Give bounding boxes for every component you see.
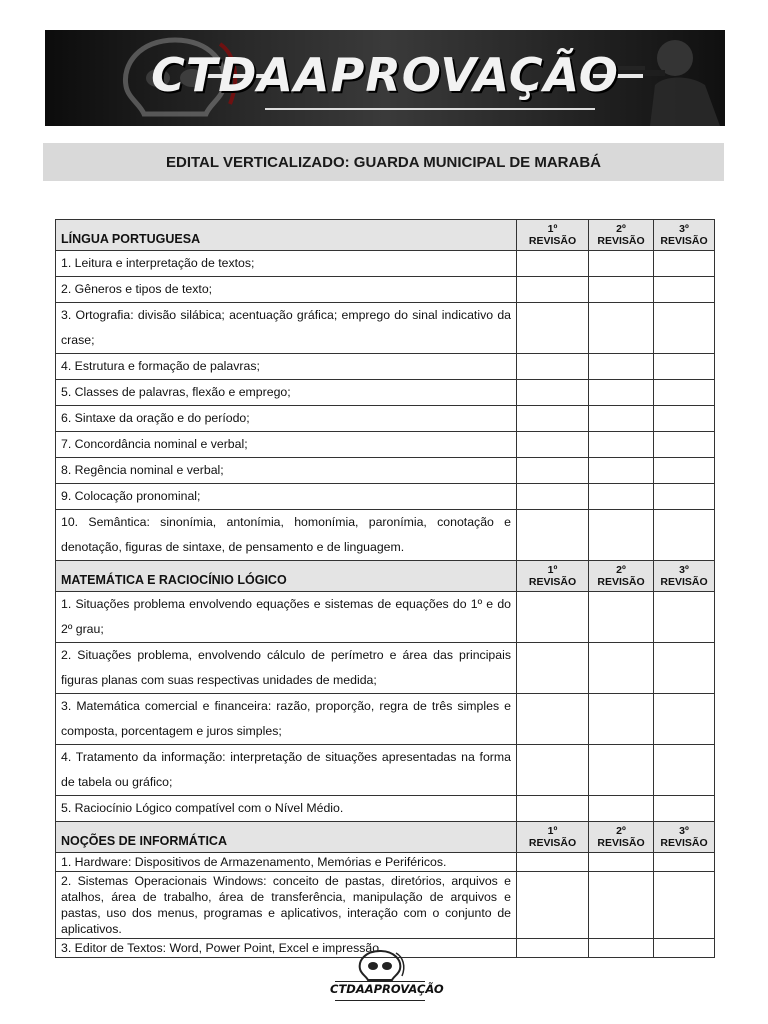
revision-checkbox-3[interactable] (654, 592, 715, 643)
table-row (56, 458, 715, 484)
revision-checkbox-2[interactable] (589, 694, 654, 745)
table-row (56, 853, 715, 872)
revision-checkbox-1[interactable] (517, 251, 589, 277)
section-title: NOÇÕES DE INFORMÁTICA (56, 822, 517, 853)
revision-checkbox-1[interactable] (517, 592, 589, 643)
topic-text: 6. Sintaxe da oração e do período; (56, 406, 517, 432)
revision-checkbox-2[interactable] (589, 592, 654, 643)
revision-checkbox-3[interactable] (654, 872, 715, 939)
footer-line-bottom (335, 1000, 425, 1001)
revision-header-1: 1º REVISÃO (517, 561, 589, 592)
section-header-informatica (56, 822, 715, 853)
table-row (56, 796, 715, 822)
revision-checkbox-3[interactable] (654, 380, 715, 406)
revision-checkbox-3[interactable] (654, 939, 715, 958)
topic-text: 2. Sistemas Operacionais Windows: conceito de pastas, diretórios, arquivos e atalhos, área de trabalho, área de transferência, manipulação de arquivos e pastas, uso dos menus, programas e aplicativos, interação com o conjunto de aplicativos. (56, 872, 517, 939)
section-header-portugues (56, 220, 715, 251)
revision-header-1: 1º REVISÃO (517, 822, 589, 853)
revision-checkbox-2[interactable] (589, 853, 654, 872)
revision-checkbox-2[interactable] (589, 745, 654, 796)
revision-checkbox-2[interactable] (589, 484, 654, 510)
revision-checkbox-1[interactable] (517, 303, 589, 354)
revision-checkbox-2[interactable] (589, 380, 654, 406)
topic-text: 2. Gêneros e tipos de texto; (56, 277, 517, 303)
table-row (56, 406, 715, 432)
revision-checkbox-2[interactable] (589, 510, 654, 561)
topic-text: 4. Estrutura e formação de palavras; (56, 354, 517, 380)
topic-text: 8. Regência nominal e verbal; (56, 458, 517, 484)
revision-checkbox-2[interactable] (589, 406, 654, 432)
table-row (56, 643, 715, 694)
topic-text: 7. Concordância nominal e verbal; (56, 432, 517, 458)
footer-logo (330, 948, 444, 1004)
banner-brand-text: CTDAAPROVAÇÃO (151, 48, 619, 102)
revision-checkbox-1[interactable] (517, 458, 589, 484)
document-title-bar (43, 143, 724, 181)
topic-text: 1. Hardware: Dispositivos de Armazenamento, Memórias e Periféricos. (56, 853, 517, 872)
revision-checkbox-1[interactable] (517, 694, 589, 745)
section-header-matematica (56, 561, 715, 592)
table-row (56, 251, 715, 277)
revision-header-2: 2º REVISÃO (589, 822, 654, 853)
table-row (56, 303, 715, 354)
skull-logo-icon (330, 948, 430, 982)
revision-checkbox-1[interactable] (517, 510, 589, 561)
revision-checkbox-3[interactable] (654, 796, 715, 822)
revision-checkbox-3[interactable] (654, 484, 715, 510)
table-row (56, 694, 715, 745)
table-row (56, 484, 715, 510)
table-row (56, 510, 715, 561)
revision-checkbox-3[interactable] (654, 251, 715, 277)
revision-checkbox-3[interactable] (654, 510, 715, 561)
revision-checkbox-2[interactable] (589, 432, 654, 458)
topic-text: 5. Classes de palavras, flexão e emprego; (56, 380, 517, 406)
revision-checkbox-1[interactable] (517, 853, 589, 872)
topic-text: 10. Semântica: sinonímia, antonímia, homonímia, paronímia, conotação e denotação, figuras de sintaxe, de pensamento e de linguagem. (56, 510, 517, 561)
revision-header-2: 2º REVISÃO (589, 561, 654, 592)
revision-checkbox-3[interactable] (654, 432, 715, 458)
table-row (56, 745, 715, 796)
table-row (56, 432, 715, 458)
revision-checkbox-3[interactable] (654, 458, 715, 484)
footer-brand-text: CTDAAPROVAÇÃO (330, 982, 444, 996)
revision-checkbox-2[interactable] (589, 872, 654, 939)
document-title: EDITAL VERTICALIZADO: GUARDA MUNICIPAL DE MARABÁ (166, 153, 601, 171)
revision-checkbox-2[interactable] (589, 458, 654, 484)
topic-text: 3. Ortografia: divisão silábica; acentuação gráfica; emprego do sinal indicativo da crase; (56, 303, 517, 354)
section-title: MATEMÁTICA E RACIOCÍNIO LÓGICO (56, 561, 517, 592)
header-banner (45, 30, 725, 126)
table-row (56, 354, 715, 380)
topic-text: 3. Editor de Textos: Word, Power Point, Excel e impressão. (56, 939, 517, 958)
section-title: LÍNGUA PORTUGUESA (56, 220, 517, 251)
revision-header-2: 2º REVISÃO (589, 220, 654, 251)
revision-checkbox-2[interactable] (589, 277, 654, 303)
table-row (56, 277, 715, 303)
topic-text: 4. Tratamento da informação: interpretação de situações apresentadas na forma de tabela ou gráfico; (56, 745, 517, 796)
revision-checkbox-1[interactable] (517, 796, 589, 822)
revision-checkbox-1[interactable] (517, 745, 589, 796)
revision-checkbox-1[interactable] (517, 277, 589, 303)
revision-header-3: 3º REVISÃO (654, 822, 715, 853)
revision-checkbox-2[interactable] (589, 303, 654, 354)
revision-checkbox-1[interactable] (517, 484, 589, 510)
topic-text: 5. Raciocínio Lógico compatível com o Nível Médio. (56, 796, 517, 822)
revision-header-3: 3º REVISÃO (654, 220, 715, 251)
revision-checkbox-3[interactable] (654, 853, 715, 872)
topic-text: 3. Matemática comercial e financeira: razão, proporção, regra de três simples e composta, porcentagem e juros simples; (56, 694, 517, 745)
revision-header-1: 1º REVISÃO (517, 220, 589, 251)
revision-checkbox-1[interactable] (517, 354, 589, 380)
revision-checkbox-3[interactable] (654, 406, 715, 432)
revision-checkbox-3[interactable] (654, 277, 715, 303)
revision-checkbox-3[interactable] (654, 354, 715, 380)
revision-header-3: 3º REVISÃO (654, 561, 715, 592)
revision-checkbox-2[interactable] (589, 251, 654, 277)
revision-checkbox-3[interactable] (654, 643, 715, 694)
revision-checkbox-1[interactable] (517, 380, 589, 406)
revision-checkbox-2[interactable] (589, 643, 654, 694)
topic-text: 1. Leitura e interpretação de textos; (56, 251, 517, 277)
revision-checkbox-1[interactable] (517, 406, 589, 432)
topic-text: 2. Situações problema, envolvendo cálculo de perímetro e área das principais figuras planas com suas respectivas unidades de medida; (56, 643, 517, 694)
revision-checkbox-2[interactable] (589, 796, 654, 822)
table-row (56, 592, 715, 643)
revision-checkbox-3[interactable] (654, 303, 715, 354)
revision-checkbox-3[interactable] (654, 745, 715, 796)
revision-checkbox-3[interactable] (654, 694, 715, 745)
revision-checkbox-1[interactable] (517, 643, 589, 694)
topic-text: 9. Colocação pronominal; (56, 484, 517, 510)
revision-checkbox-1[interactable] (517, 939, 589, 958)
revision-checkbox-1[interactable] (517, 872, 589, 939)
topic-text: 1. Situações problema envolvendo equações e sistemas de equações do 1º e do 2º grau; (56, 592, 517, 643)
table-row (56, 872, 715, 939)
table-row (56, 380, 715, 406)
revision-checkbox-2[interactable] (589, 939, 654, 958)
banner-underline (265, 108, 595, 110)
revision-checkbox-2[interactable] (589, 354, 654, 380)
syllabus-table (55, 219, 715, 958)
revision-checkbox-1[interactable] (517, 432, 589, 458)
